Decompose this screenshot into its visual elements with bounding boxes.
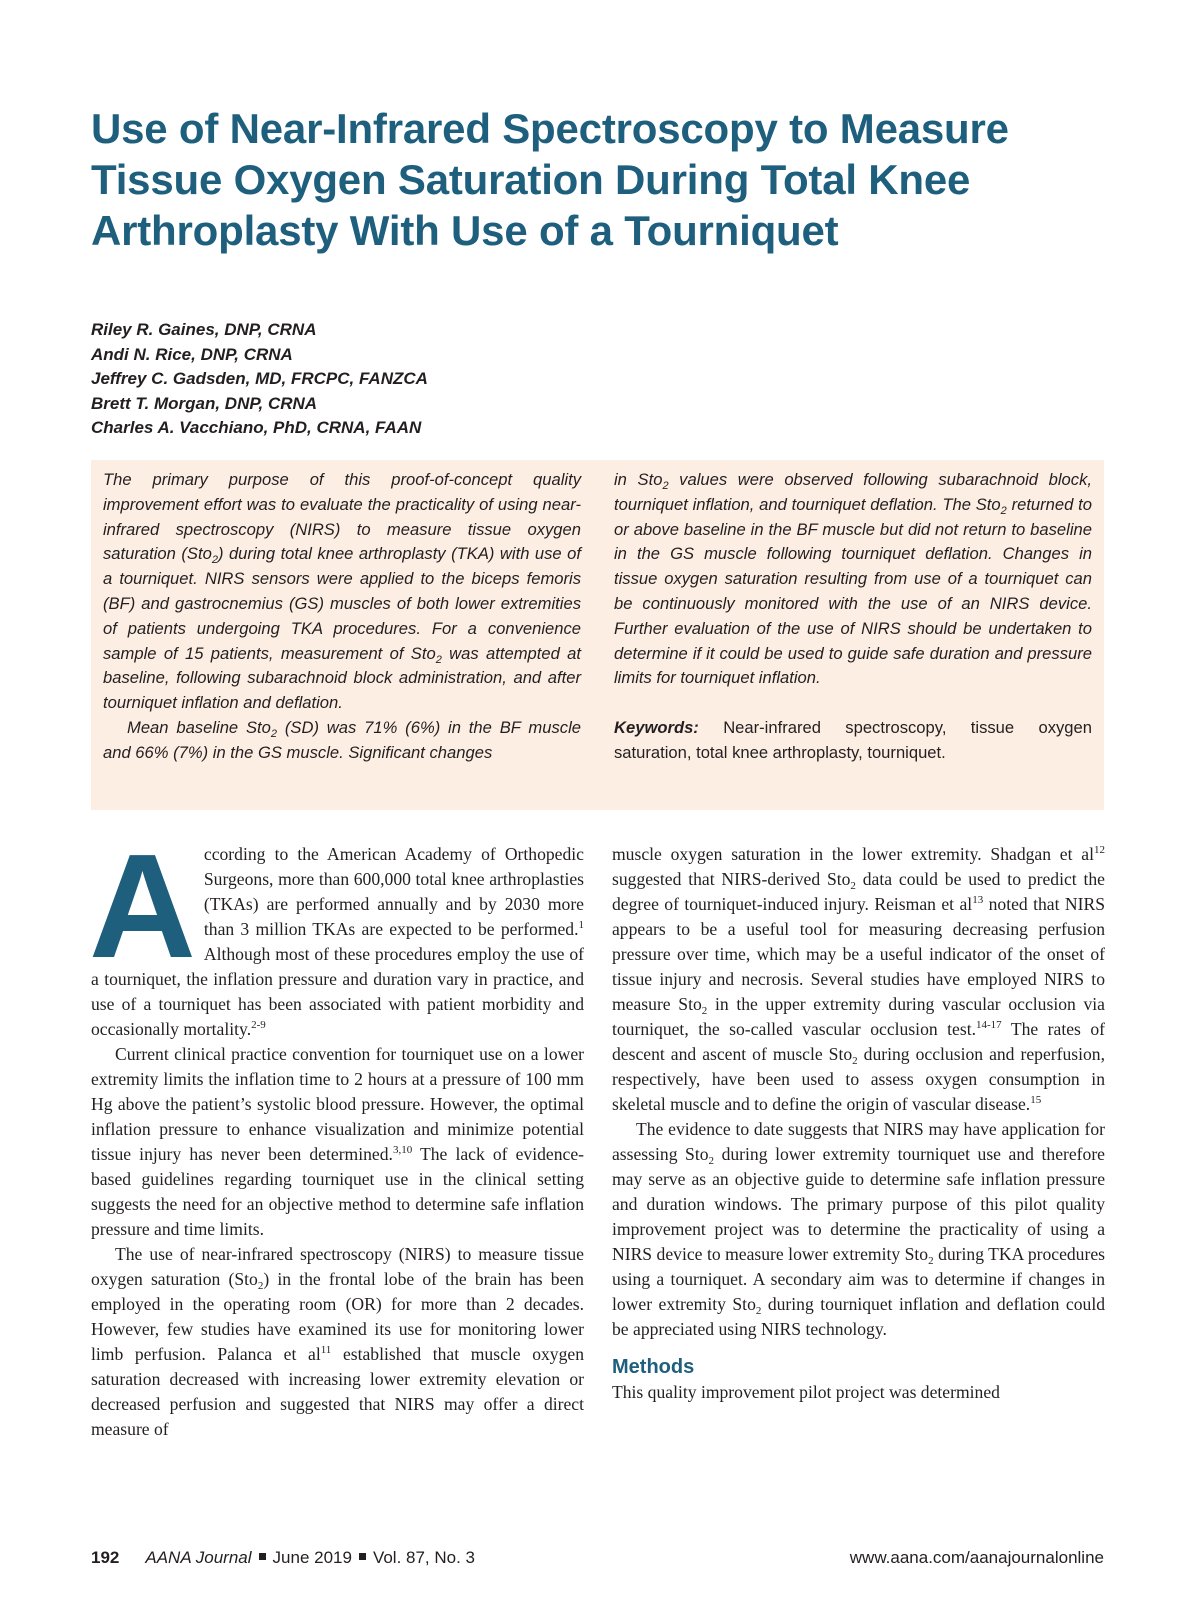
abstract-column-left [103, 468, 581, 766]
body-column-right [612, 842, 1105, 1405]
separator-square-icon [359, 1553, 366, 1560]
separator-square-icon [259, 1553, 266, 1560]
section-heading-methods: Methods [612, 1356, 695, 1378]
abstract-paragraph: Mean baseline Sto$_2$ (SD) was 71% (6%) in the BF muscle and 66% (7%) in the GS muscle. Significant changes [103, 717, 581, 762]
body-paragraph: Current clinical practice convention for tourniquet use on a lower extremity limits the inflation time to 2 hours at a pressure of 100 mm Hg above the patient’s systolic blood pressure. However, the optimal inflation pressure to enhance visualization and minimize potential tissue injury has never been determined.$^{3,10}$ The lack of evidence-based guidelines regarding tourniquet use in the clinical setting suggests the need for an objective method to determine safe inflation pressure and time limits. [91, 1044, 584, 1239]
drop-cap: A [89, 824, 196, 989]
author: Brett T. Morgan, DNP, CRNA [91, 393, 318, 413]
author: Andi N. Rice, DNP, CRNA [91, 344, 293, 364]
title-line: Arthroplasty With Use of a Tourniquet [91, 207, 839, 254]
keywords-text: Near-infrared spectroscopy, tissue oxygen saturation, total knee arthroplasty, tourniquet. [614, 717, 1092, 762]
body-paragraph: muscle oxygen saturation in the lower extremity. Shadgan et $al^{12}$ suggested that NIRS-derived Sto$_2$ data could be used to predict the degree of tourniquet-induced injury. Reisman et $al^{13}$ noted that NIRS appears to be a useful tool for measuring decreasing perfusion pressure over time, which may be a useful indicator of the onset of tissue injury and necrosis. Several studies have employed NIRS to measure Sto$_2$ in the upper extremity during vascular occlusion via tourniquet, the so-called vascular occlusion test.$^{14-17}$ The rates of descent and ascent of muscle Sto$_2$ during occlusion and reperfusion, respectively, have been used to assess oxygen consumption in skeletal muscle and to define the origin of vascular disease.$^{15}$ [612, 844, 1106, 1114]
page-footer [91, 1548, 1104, 1572]
body-paragraph: The use of near-infrared spectroscopy (NIRS) to measure tissue oxygen saturation (Sto$_2$) in the frontal lobe of the brain has been employed in the operating room (OR) for more than 2 decades. However, few studies have examined its use for monitoring lower limb perfusion. Palanca et $al^{11}$ established that muscle oxygen saturation decreased with increasing lower extremity elevation or decreased perfusion and suggested that NIRS may offer a direct measure of [91, 1244, 584, 1439]
body-paragraph: According to the American Academy of Orthopedic Surgeons, more than 600,000 total knee arthroplasties (TKAs) are performed annually and by 2030 more than 3 million TKAs are expected to be performed.$^1$ Although most of these procedures employ the use of a tourniquet, the inflation pressure and duration vary in practice, and use of a tourniquet has been associated with patient morbidity and occasionally mortality.$^{2-9}$ [89, 824, 584, 1039]
author-list [91, 318, 428, 441]
body-paragraph: The evidence to date suggests that NIRS may have application for assessing Sto$_2$ during lower extremity tourniquet use and therefore may serve as an objective guide to determine safe inflation pressure and duration windows. The primary purpose of this pilot quality improvement project was to determine the practicality of using a NIRS device to measure lower extremity Sto$_2$ during TKA procedures using a tourniquet. A secondary aim was to determine if changes in lower extremity Sto$_2$ during tourniquet inflation and deflation could be appreciated using NIRS technology. [612, 1119, 1106, 1339]
journal-name: AANA Journal [145, 1548, 252, 1567]
keywords-label: Keywords: [614, 717, 699, 737]
abstract-column-right [614, 468, 1092, 766]
author: Jeffrey C. Gadsden, MD, FRCPC, FANZCA [91, 369, 428, 388]
title-line: Tissue Oxygen Saturation During Total Knee [91, 156, 971, 203]
title-line: Use of Near-Infrared Spectroscopy to Measure [91, 105, 1009, 152]
author: Riley R. Gaines, DNP, CRNA [91, 320, 317, 339]
journal-url[interactable]: www.aana.com/aanajournalonline [849, 1548, 1104, 1567]
page-number: 192 [91, 1548, 120, 1567]
abstract-paragraph: in Sto$_2$ values were observed following subarachnoid block, tourniquet inflation, and tourniquet deflation. The Sto$_2$ returned to or above baseline in the BF muscle but did not return to baseline in the GS muscle following tourniquet deflation. Changes in tissue oxygen saturation resulting from use of a tourniquet can be continuously monitored with the use of an NIRS device. Further evaluation of the use of NIRS should be undertaken to determine if it could be used to guide safe duration and pressure limits for tourniquet inflation. [614, 470, 1092, 688]
body-paragraph: This quality improvement pilot project was determined [612, 1382, 1000, 1402]
issue-date: June 2019 [272, 1548, 352, 1567]
abstract-paragraph: The primary purpose of this proof-of-concept quality improvement effort was to evaluate the practicality of using near-infrared spectroscopy (NIRS) to measure tissue oxygen saturation (Sto$_2$) during total knee arthroplasty (TKA) with use of a tourniquet. NIRS sensors were applied to the biceps femoris (BF) and gastrocnemius (GS) muscles of both lower extremities of patients undergoing TKA procedures. For a convenience sample of 15 patients, measurement of Sto$_2$ was attempted at baseline, following subarachnoid block administration, and after tourniquet inflation and deflation. [103, 470, 581, 713]
body-column-left [89, 824, 584, 1442]
volume-issue: Vol. 87, No. 3 [372, 1548, 476, 1567]
article-title [91, 103, 1111, 256]
abstract [91, 460, 1104, 810]
keywords [614, 716, 1092, 766]
author: Charles A. Vacchiano, PhD, CRNA, FAAN [91, 418, 422, 437]
